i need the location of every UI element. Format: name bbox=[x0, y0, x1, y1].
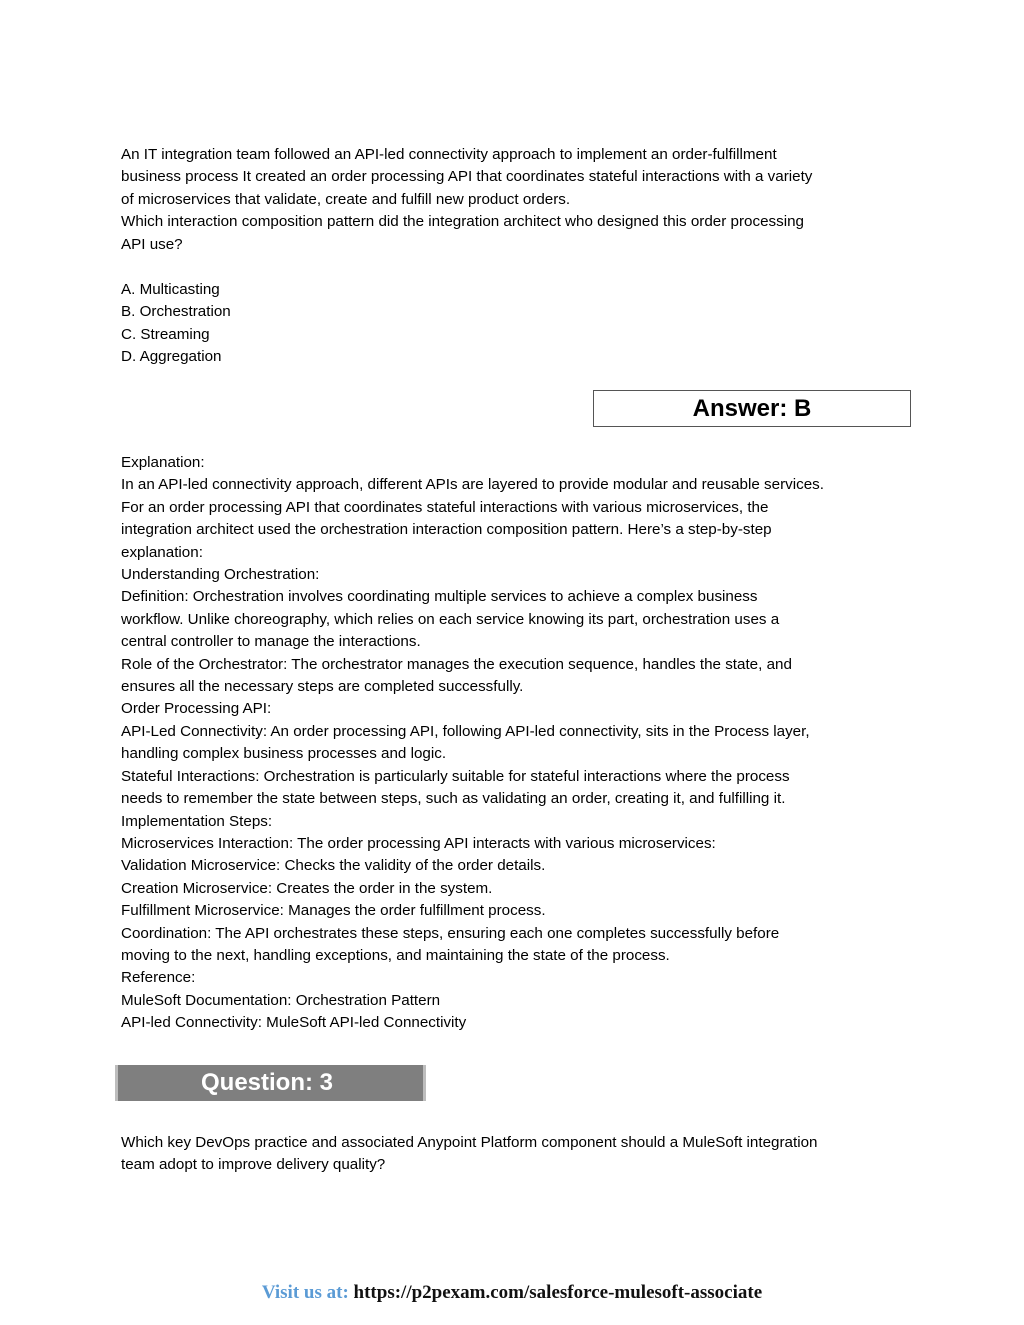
option-c: C. Streaming bbox=[121, 325, 210, 343]
explanation-line: Role of the Orchestrator: The orchestrator manages the execution sequence, handles the state, and bbox=[121, 655, 792, 673]
explanation-line: API-led Connectivity: MuleSoft API-led Connectivity bbox=[121, 1014, 467, 1032]
question-line: of microservices that validate, create and fulfill new product orders. bbox=[121, 190, 571, 208]
question-line: API use? bbox=[121, 235, 183, 253]
explanation-line: workflow. Unlike choreography, which relies on each service knowing its part, orchestration uses a bbox=[121, 610, 780, 628]
question-2-text bbox=[121, 144, 911, 256]
explanation-line: central controller to manage the interactions. bbox=[121, 633, 421, 651]
explanation-line: Validation Microservice: Checks the validity of the order details. bbox=[121, 857, 546, 875]
explanation-line: Reference: bbox=[121, 969, 196, 987]
explanation-line: ensures all the necessary steps are completed successfully. bbox=[121, 678, 524, 696]
explanation-line: handling complex business processes and logic. bbox=[121, 745, 447, 763]
explanation-line: Order Processing API: bbox=[121, 700, 272, 718]
explanation-line: API-Led Connectivity: An order processing API, following API-led connectivity, sits in the Process layer, bbox=[121, 722, 810, 740]
explanation-line: Implementation Steps: bbox=[121, 812, 273, 830]
question-3-text bbox=[121, 1132, 911, 1177]
footer bbox=[0, 1282, 1024, 1304]
option-b: B. Orchestration bbox=[121, 303, 231, 321]
question-line: team adopt to improve delivery quality? bbox=[121, 1156, 386, 1174]
explanation-text bbox=[121, 452, 911, 1035]
explanation-line: Fulfillment Microservice: Manages the order fulfillment process. bbox=[121, 902, 546, 920]
explanation-line: Understanding Orchestration: bbox=[121, 566, 320, 584]
answer-options bbox=[121, 279, 911, 369]
footer-url[interactable]: https://p2pexam.com/salesforce-mulesoft-associate bbox=[353, 1282, 763, 1303]
explanation-line: moving to the next, handling exceptions, and maintaining the state of the process. bbox=[121, 946, 670, 964]
option-d: D. Aggregation bbox=[121, 348, 222, 366]
question-3-heading: Question: 3 bbox=[201, 1069, 334, 1096]
explanation-line: needs to remember the state between steps, such as validating an order, creating it, and fulfilling it. bbox=[121, 790, 786, 808]
footer-lead: Visit us at: bbox=[261, 1282, 349, 1303]
explanation-line: Explanation: bbox=[121, 454, 205, 471]
question-line: Which key DevOps practice and associated Anypoint Platform component should a MuleSoft integration bbox=[121, 1134, 818, 1151]
explanation-line: Coordination: The API orchestrates these steps, ensuring each one completes successfully before bbox=[121, 924, 780, 942]
question-line: Which interaction composition pattern did the integration architect who designed this order processing bbox=[121, 213, 804, 231]
explanation-line: integration architect used the orchestration interaction composition pattern. Here’s a step-by-step bbox=[121, 521, 772, 539]
explanation-line: MuleSoft Documentation: Orchestration Pattern bbox=[121, 991, 441, 1009]
option-a: A. Multicasting bbox=[121, 281, 220, 298]
explanation-line: explanation: bbox=[121, 543, 203, 561]
question-3-banner bbox=[115, 1065, 426, 1101]
explanation-line: Stateful Interactions: Orchestration is particularly suitable for stateful interactions where the process bbox=[121, 767, 790, 785]
question-line: An IT integration team followed an API-led connectivity approach to implement an order-fulfillment bbox=[121, 146, 777, 163]
answer-label: Answer: B bbox=[692, 394, 812, 422]
explanation-line: For an order processing API that coordinates stateful interactions with various microservices, the bbox=[121, 498, 769, 516]
explanation-line: Microservices Interaction: The order processing API interacts with various microservices: bbox=[121, 834, 716, 852]
answer-box bbox=[593, 390, 911, 427]
explanation-line: In an API-led connectivity approach, different APIs are layered to provide modular and reusable services. bbox=[121, 476, 824, 494]
explanation-line: Definition: Orchestration involves coordinating multiple services to achieve a complex business bbox=[121, 588, 758, 606]
explanation-line: Creation Microservice: Creates the order in the system. bbox=[121, 879, 493, 897]
question-line: business process It created an order processing API that coordinates stateful interactions with a variety bbox=[121, 168, 813, 186]
